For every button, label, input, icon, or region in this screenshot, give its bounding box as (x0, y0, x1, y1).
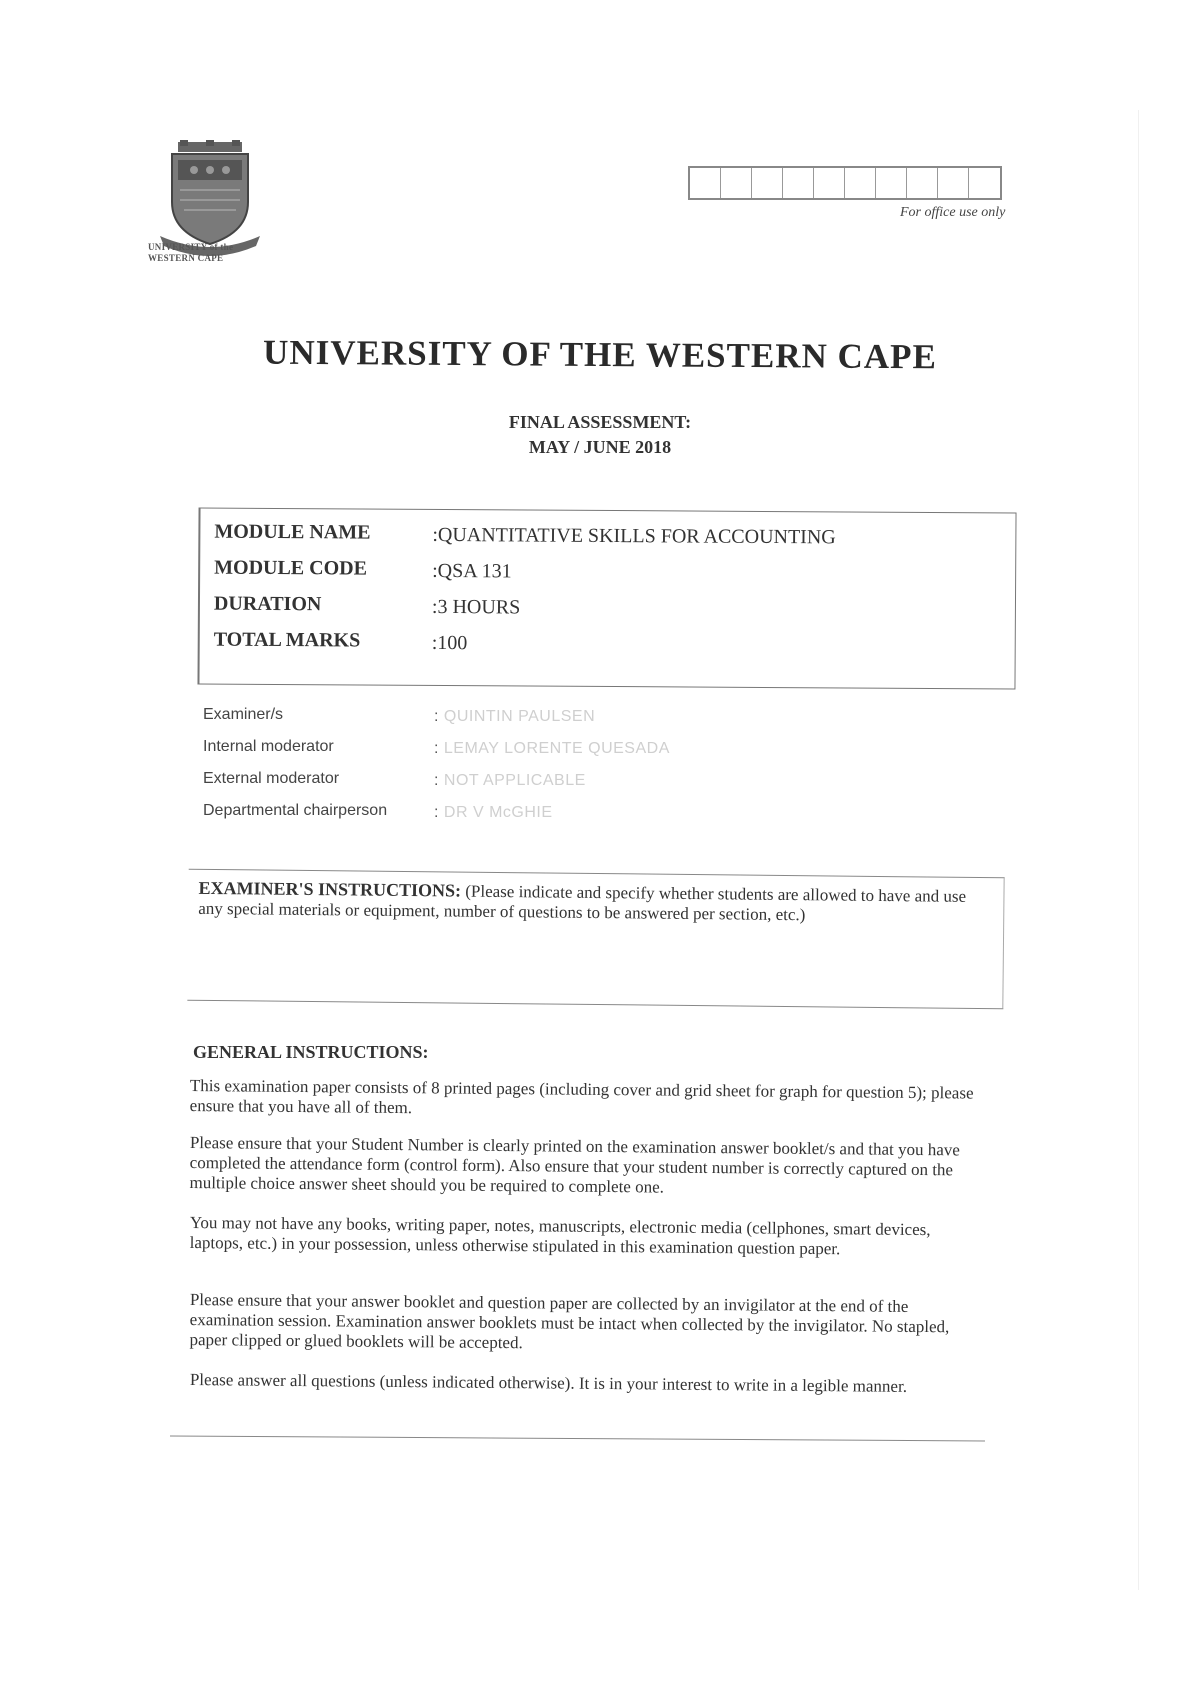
general-paragraph: Please ensure that your answer booklet and question paper are collected by an invigilator at the end of the examination session. Examination answer booklets must be intact when collected by the invigilator. No stapled, paper clipped or glued booklets will be accepted. (189, 1290, 950, 1353)
office-use-boxes (688, 166, 1002, 200)
duration-value: :3 HOURS (431, 595, 521, 619)
general-paragraph: Please ensure that your Student Number is clearly printed on the examination answer booklet/s and that you have completed the attendance form (control form). Also ensure that your student number is correctly captured on the multiple choice answer sheet should you be required to complete one. (189, 1133, 960, 1197)
chairperson-label: Departmental chairperson (203, 802, 388, 819)
examiner-label: Examiner/s (203, 706, 284, 723)
scan-margin-line (1138, 110, 1139, 1590)
module-name-value: :QUANTITATIVE SKILLS FOR ACCOUNTING (432, 523, 836, 549)
office-use-label: For office use only (900, 205, 1006, 220)
internal-moderator-label: Internal moderator (203, 738, 334, 755)
chairperson-value: : DR V McGHIE (434, 804, 553, 821)
module-name-label: MODULE NAME (214, 520, 371, 544)
external-moderator-label: External moderator (203, 770, 340, 787)
total-marks-label: TOTAL MARKS (213, 628, 361, 652)
duration-label: DURATION (213, 592, 322, 616)
university-title: UNIVERSITY OF THE WESTERN CAPE (262, 332, 938, 377)
general-paragraph: This examination paper consists of 8 printed pages (including cover and grid sheet for graph for question 5); please ensure that you have all of them. (189, 1076, 974, 1118)
module-code-value: :QSA 131 (432, 559, 512, 583)
module-code-label: MODULE CODE (214, 556, 368, 580)
internal-moderator-value: : LEMAY LORENTE QUESADA (434, 740, 670, 757)
examiner-instructions-heading: EXAMINER'S INSTRUCTIONS: (198, 877, 462, 901)
office-use-box (969, 168, 1000, 198)
office-use-box (907, 168, 938, 198)
crest-caption: UNIVERSITY of the WESTERN CAPE (148, 242, 234, 263)
assessment-title: FINAL ASSESSMENT: (508, 412, 692, 432)
examiner-instructions-body: (Please indicate and specify whether students are allowed to have and use any special materials or equipment, number of questions to be answered per section, etc.) (198, 881, 967, 925)
office-use-box (721, 168, 752, 198)
general-paragraph: You may not have any books, writing paper, notes, manuscripts, electronic media (cellphones, smart devices, laptops, etc.) in your possession, unless otherwise stipulated in this examination question paper. (189, 1213, 931, 1259)
office-use-box (938, 168, 969, 198)
examiner-value: : QUINTIN PAULSEN (434, 708, 596, 725)
examiner-instructions-text (198, 878, 988, 927)
module-details-box (197, 508, 1016, 690)
general-instructions-heading: GENERAL INSTRUCTIONS: (193, 1042, 429, 1062)
office-use-box (876, 168, 907, 198)
office-use-box (814, 168, 845, 198)
total-marks-value: :100 (431, 631, 468, 655)
office-use-box (845, 168, 876, 198)
general-paragraph: Please answer all questions (unless indicated otherwise). It is in your interest to write in a legible manner. (189, 1370, 908, 1396)
external-moderator-value: : NOT APPLICABLE (434, 772, 586, 789)
office-use-box (690, 168, 721, 198)
assessment-session: MAY / JUNE 2018 (528, 437, 672, 457)
office-use-box (752, 168, 783, 198)
bottom-rule (170, 1436, 985, 1442)
office-use-box (783, 168, 814, 198)
examiner-instructions-box (187, 869, 1004, 1010)
